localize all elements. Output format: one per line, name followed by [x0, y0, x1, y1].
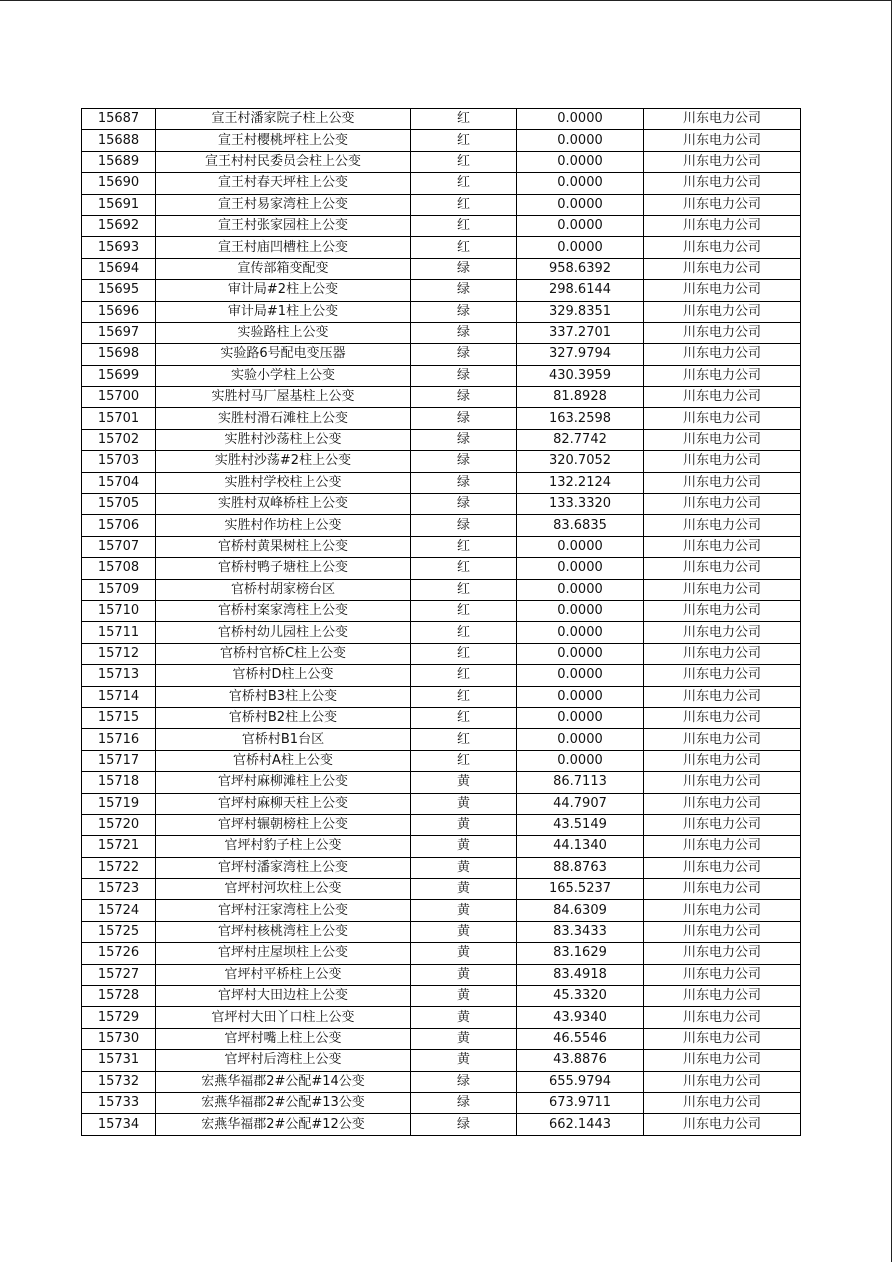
page-top-border — [0, 0, 892, 1]
row-id-cell: 15706 — [82, 515, 156, 536]
company-cell: 川东电力公司 — [644, 1071, 801, 1092]
value-cell: 320.7052 — [517, 451, 644, 472]
row-id-cell: 15712 — [82, 643, 156, 664]
row-id-cell: 15719 — [82, 793, 156, 814]
transformer-name-cell: 实胜村马厂屋基柱上公变 — [156, 387, 411, 408]
transformer-name-cell: 官桥村官桥C柱上公变 — [156, 643, 411, 664]
transformer-name-cell: 官坪村汪家湾柱上公变 — [156, 900, 411, 921]
row-id-cell: 15701 — [82, 408, 156, 429]
row-id-cell: 15690 — [82, 173, 156, 194]
company-cell: 川东电力公司 — [644, 194, 801, 215]
value-cell: 0.0000 — [517, 151, 644, 172]
company-cell: 川东电力公司 — [644, 921, 801, 942]
transformer-name-cell: 官桥村B1台区 — [156, 729, 411, 750]
value-cell: 0.0000 — [517, 686, 644, 707]
transformer-name-cell: 宣王村庙凹槽柱上公变 — [156, 237, 411, 258]
table-row — [82, 1071, 801, 1092]
table-row — [82, 194, 801, 215]
row-id-cell: 15704 — [82, 472, 156, 493]
transformer-name-cell: 审计局#2柱上公变 — [156, 280, 411, 301]
transformer-name-cell: 官坪村潘家湾柱上公变 — [156, 857, 411, 878]
status-color-cell: 红 — [411, 109, 517, 130]
transformer-name-cell: 实胜村学校柱上公变 — [156, 472, 411, 493]
company-cell: 川东电力公司 — [644, 280, 801, 301]
company-cell: 川东电力公司 — [644, 836, 801, 857]
value-cell: 88.8763 — [517, 857, 644, 878]
table-row — [82, 1092, 801, 1113]
company-cell: 川东电力公司 — [644, 1114, 801, 1135]
row-id-cell: 15713 — [82, 665, 156, 686]
transformer-name-cell: 实胜村双峰桥柱上公变 — [156, 494, 411, 515]
row-id-cell: 15688 — [82, 130, 156, 151]
company-cell: 川东电力公司 — [644, 130, 801, 151]
row-id-cell: 15703 — [82, 451, 156, 472]
status-color-cell: 红 — [411, 558, 517, 579]
row-id-cell: 15722 — [82, 857, 156, 878]
status-color-cell: 红 — [411, 194, 517, 215]
value-cell: 43.9340 — [517, 1007, 644, 1028]
value-cell: 82.7742 — [517, 429, 644, 450]
value-cell: 43.5149 — [517, 814, 644, 835]
status-color-cell: 黄 — [411, 900, 517, 921]
status-color-cell: 黄 — [411, 921, 517, 942]
row-id-cell: 15721 — [82, 836, 156, 857]
table-row — [82, 429, 801, 450]
row-id-cell: 15727 — [82, 964, 156, 985]
status-color-cell: 红 — [411, 600, 517, 621]
company-cell: 川东电力公司 — [644, 707, 801, 728]
value-cell: 83.3433 — [517, 921, 644, 942]
company-cell: 川东电力公司 — [644, 258, 801, 279]
table-row — [82, 109, 801, 130]
table-row — [82, 943, 801, 964]
table-row — [82, 643, 801, 664]
transformer-name-cell: 实胜村滑石滩柱上公变 — [156, 408, 411, 429]
status-color-cell: 绿 — [411, 301, 517, 322]
status-color-cell: 红 — [411, 707, 517, 728]
table-row — [82, 472, 801, 493]
row-id-cell: 15720 — [82, 814, 156, 835]
status-color-cell: 红 — [411, 579, 517, 600]
status-color-cell: 绿 — [411, 365, 517, 386]
company-cell: 川东电力公司 — [644, 729, 801, 750]
table-row — [82, 408, 801, 429]
company-cell: 川东电力公司 — [644, 686, 801, 707]
row-id-cell: 15693 — [82, 237, 156, 258]
transformer-name-cell: 宣王村易家湾柱上公变 — [156, 194, 411, 215]
row-id-cell: 15710 — [82, 600, 156, 621]
company-cell: 川东电力公司 — [644, 772, 801, 793]
table-row — [82, 301, 801, 322]
company-cell: 川东电力公司 — [644, 151, 801, 172]
transformer-name-cell: 宣王村村民委员会柱上公变 — [156, 151, 411, 172]
status-color-cell: 绿 — [411, 280, 517, 301]
company-cell: 川东电力公司 — [644, 1007, 801, 1028]
row-id-cell: 15729 — [82, 1007, 156, 1028]
transformer-name-cell: 官坪村庄屋坝柱上公变 — [156, 943, 411, 964]
value-cell: 0.0000 — [517, 750, 644, 771]
company-cell: 川东电力公司 — [644, 451, 801, 472]
transformer-name-cell: 官坪村核桃湾柱上公变 — [156, 921, 411, 942]
row-id-cell: 15700 — [82, 387, 156, 408]
row-id-cell: 15702 — [82, 429, 156, 450]
transformer-name-cell: 官桥村D柱上公变 — [156, 665, 411, 686]
value-cell: 0.0000 — [517, 665, 644, 686]
status-color-cell: 黄 — [411, 986, 517, 1007]
value-cell: 44.7907 — [517, 793, 644, 814]
transformer-name-cell: 官桥村鸭子塘柱上公变 — [156, 558, 411, 579]
status-color-cell: 黄 — [411, 772, 517, 793]
table-row — [82, 900, 801, 921]
status-color-cell: 绿 — [411, 515, 517, 536]
transformer-name-cell: 宣王村樱桃坪柱上公变 — [156, 130, 411, 151]
status-color-cell: 绿 — [411, 1071, 517, 1092]
value-cell: 0.0000 — [517, 130, 644, 151]
row-id-cell: 15698 — [82, 344, 156, 365]
value-cell: 0.0000 — [517, 194, 644, 215]
transformer-name-cell: 实胜村作坊柱上公变 — [156, 515, 411, 536]
company-cell: 川东电力公司 — [644, 964, 801, 985]
status-color-cell: 红 — [411, 665, 517, 686]
company-cell: 川东电力公司 — [644, 301, 801, 322]
company-cell: 川东电力公司 — [644, 558, 801, 579]
value-cell: 165.5237 — [517, 879, 644, 900]
status-color-cell: 绿 — [411, 387, 517, 408]
value-cell: 0.0000 — [517, 579, 644, 600]
transformer-name-cell: 审计局#1柱上公变 — [156, 301, 411, 322]
transformer-name-cell: 官坪村大田边柱上公变 — [156, 986, 411, 1007]
row-id-cell: 15692 — [82, 215, 156, 236]
status-color-cell: 黄 — [411, 964, 517, 985]
table-row — [82, 365, 801, 386]
value-cell: 329.8351 — [517, 301, 644, 322]
status-color-cell: 红 — [411, 686, 517, 707]
row-id-cell: 15696 — [82, 301, 156, 322]
table-row — [82, 622, 801, 643]
value-cell: 0.0000 — [517, 707, 644, 728]
table-row — [82, 215, 801, 236]
table-row — [82, 151, 801, 172]
status-color-cell: 红 — [411, 151, 517, 172]
table-row — [82, 1050, 801, 1071]
value-cell: 43.8876 — [517, 1050, 644, 1071]
value-cell: 0.0000 — [517, 558, 644, 579]
value-cell: 0.0000 — [517, 600, 644, 621]
status-color-cell: 红 — [411, 536, 517, 557]
status-color-cell: 绿 — [411, 472, 517, 493]
value-cell: 327.9794 — [517, 344, 644, 365]
transformer-name-cell: 官坪村麻柳滩柱上公变 — [156, 772, 411, 793]
status-color-cell: 黄 — [411, 793, 517, 814]
table-row — [82, 772, 801, 793]
value-cell: 81.8928 — [517, 387, 644, 408]
value-cell: 655.9794 — [517, 1071, 644, 1092]
table-row — [82, 836, 801, 857]
value-cell: 337.2701 — [517, 322, 644, 343]
transformer-name-cell: 宣传部箱变配变 — [156, 258, 411, 279]
transformer-name-cell: 实验路6号配电变压器 — [156, 344, 411, 365]
row-id-cell: 15716 — [82, 729, 156, 750]
table-row — [82, 173, 801, 194]
status-color-cell: 黄 — [411, 1007, 517, 1028]
table-row — [82, 130, 801, 151]
status-color-cell: 黄 — [411, 814, 517, 835]
row-id-cell: 15730 — [82, 1028, 156, 1049]
status-color-cell: 红 — [411, 643, 517, 664]
transformer-name-cell: 官坪村辗朝榜柱上公变 — [156, 814, 411, 835]
transformer-name-cell: 宏燕华福郡2#公配#14公变 — [156, 1071, 411, 1092]
transformer-name-cell: 官桥村胡家榜台区 — [156, 579, 411, 600]
table-row — [82, 237, 801, 258]
company-cell: 川东电力公司 — [644, 387, 801, 408]
table-row — [82, 921, 801, 942]
company-cell: 川东电力公司 — [644, 1028, 801, 1049]
status-color-cell: 绿 — [411, 494, 517, 515]
table-row — [82, 879, 801, 900]
transformer-name-cell: 实胜村沙荡柱上公变 — [156, 429, 411, 450]
table-row — [82, 750, 801, 771]
row-id-cell: 15689 — [82, 151, 156, 172]
table-row — [82, 579, 801, 600]
value-cell: 958.6392 — [517, 258, 644, 279]
status-color-cell: 红 — [411, 130, 517, 151]
status-color-cell: 红 — [411, 237, 517, 258]
row-id-cell: 15691 — [82, 194, 156, 215]
company-cell: 川东电力公司 — [644, 643, 801, 664]
transformer-name-cell: 宣王村春天坪柱上公变 — [156, 173, 411, 194]
value-cell: 46.5546 — [517, 1028, 644, 1049]
transformer-name-cell: 宏燕华福郡2#公配#12公变 — [156, 1114, 411, 1135]
table-row — [82, 729, 801, 750]
table-row — [82, 964, 801, 985]
row-id-cell: 15708 — [82, 558, 156, 579]
table-row — [82, 1028, 801, 1049]
transformer-name-cell: 实验路柱上公变 — [156, 322, 411, 343]
transformer-name-cell: 官桥村幼儿园柱上公变 — [156, 622, 411, 643]
transformer-name-cell: 官坪村嘴上柱上公变 — [156, 1028, 411, 1049]
row-id-cell: 15715 — [82, 707, 156, 728]
transformer-name-cell: 官桥村案家湾柱上公变 — [156, 600, 411, 621]
company-cell: 川东电力公司 — [644, 900, 801, 921]
table-row — [82, 686, 801, 707]
table-row — [82, 536, 801, 557]
status-color-cell: 绿 — [411, 322, 517, 343]
company-cell: 川东电力公司 — [644, 344, 801, 365]
company-cell: 川东电力公司 — [644, 600, 801, 621]
value-cell: 0.0000 — [517, 536, 644, 557]
status-color-cell: 黄 — [411, 1050, 517, 1071]
company-cell: 川东电力公司 — [644, 943, 801, 964]
status-color-cell: 红 — [411, 215, 517, 236]
value-cell: 0.0000 — [517, 215, 644, 236]
value-cell: 86.7113 — [517, 772, 644, 793]
value-cell: 0.0000 — [517, 643, 644, 664]
company-cell: 川东电力公司 — [644, 750, 801, 771]
value-cell: 44.1340 — [517, 836, 644, 857]
company-cell: 川东电力公司 — [644, 515, 801, 536]
company-cell: 川东电力公司 — [644, 472, 801, 493]
transformer-name-cell: 官桥村B2柱上公变 — [156, 707, 411, 728]
value-cell: 83.4918 — [517, 964, 644, 985]
company-cell: 川东电力公司 — [644, 579, 801, 600]
table-row — [82, 814, 801, 835]
table-row — [82, 494, 801, 515]
row-id-cell: 15687 — [82, 109, 156, 130]
table-row — [82, 1114, 801, 1135]
row-id-cell: 15714 — [82, 686, 156, 707]
row-id-cell: 15723 — [82, 879, 156, 900]
row-id-cell: 15711 — [82, 622, 156, 643]
row-id-cell: 15697 — [82, 322, 156, 343]
row-id-cell: 15699 — [82, 365, 156, 386]
transformer-name-cell: 官坪村豹子柱上公变 — [156, 836, 411, 857]
table-row — [82, 857, 801, 878]
status-color-cell: 绿 — [411, 429, 517, 450]
status-color-cell: 红 — [411, 750, 517, 771]
status-color-cell: 黄 — [411, 857, 517, 878]
transformer-name-cell: 宏燕华福郡2#公配#13公变 — [156, 1092, 411, 1113]
table-row — [82, 1007, 801, 1028]
value-cell: 662.1443 — [517, 1114, 644, 1135]
value-cell: 0.0000 — [517, 109, 644, 130]
company-cell: 川东电力公司 — [644, 173, 801, 194]
row-id-cell: 15728 — [82, 986, 156, 1007]
value-cell: 133.3320 — [517, 494, 644, 515]
row-id-cell: 15718 — [82, 772, 156, 793]
transformer-name-cell: 实胜村沙荡#2柱上公变 — [156, 451, 411, 472]
row-id-cell: 15734 — [82, 1114, 156, 1135]
value-cell: 430.3959 — [517, 365, 644, 386]
table-row — [82, 558, 801, 579]
table-row — [82, 600, 801, 621]
value-cell: 45.3320 — [517, 986, 644, 1007]
row-id-cell: 15695 — [82, 280, 156, 301]
value-cell: 83.6835 — [517, 515, 644, 536]
row-id-cell: 15694 — [82, 258, 156, 279]
transformer-name-cell: 官桥村A柱上公变 — [156, 750, 411, 771]
value-cell: 0.0000 — [517, 237, 644, 258]
company-cell: 川东电力公司 — [644, 365, 801, 386]
status-color-cell: 绿 — [411, 344, 517, 365]
transformer-name-cell: 实验小学柱上公变 — [156, 365, 411, 386]
table-row — [82, 344, 801, 365]
company-cell: 川东电力公司 — [644, 622, 801, 643]
company-cell: 川东电力公司 — [644, 408, 801, 429]
transformer-name-cell: 宣王村潘家院子柱上公变 — [156, 109, 411, 130]
transformer-name-cell: 宣王村张家园柱上公变 — [156, 215, 411, 236]
status-color-cell: 红 — [411, 729, 517, 750]
row-id-cell: 15725 — [82, 921, 156, 942]
transformer-name-cell: 官坪村河坎柱上公变 — [156, 879, 411, 900]
status-color-cell: 红 — [411, 173, 517, 194]
status-color-cell: 绿 — [411, 1092, 517, 1113]
status-color-cell: 绿 — [411, 451, 517, 472]
table-row — [82, 322, 801, 343]
value-cell: 0.0000 — [517, 173, 644, 194]
company-cell: 川东电力公司 — [644, 536, 801, 557]
status-color-cell: 绿 — [411, 408, 517, 429]
company-cell: 川东电力公司 — [644, 322, 801, 343]
status-color-cell: 红 — [411, 622, 517, 643]
company-cell: 川东电力公司 — [644, 1050, 801, 1071]
company-cell: 川东电力公司 — [644, 215, 801, 236]
transformer-name-cell: 官坪村大田丫口柱上公变 — [156, 1007, 411, 1028]
row-id-cell: 15724 — [82, 900, 156, 921]
row-id-cell: 15705 — [82, 494, 156, 515]
table-row — [82, 387, 801, 408]
row-id-cell: 15731 — [82, 1050, 156, 1071]
row-id-cell: 15733 — [82, 1092, 156, 1113]
company-cell: 川东电力公司 — [644, 857, 801, 878]
table-row — [82, 707, 801, 728]
company-cell: 川东电力公司 — [644, 879, 801, 900]
row-id-cell: 15726 — [82, 943, 156, 964]
value-cell: 83.1629 — [517, 943, 644, 964]
value-cell: 163.2598 — [517, 408, 644, 429]
value-cell: 0.0000 — [517, 729, 644, 750]
table-row — [82, 515, 801, 536]
company-cell: 川东电力公司 — [644, 494, 801, 515]
company-cell: 川东电力公司 — [644, 986, 801, 1007]
company-cell: 川东电力公司 — [644, 1092, 801, 1113]
value-cell: 132.2124 — [517, 472, 644, 493]
status-color-cell: 黄 — [411, 879, 517, 900]
table-row — [82, 451, 801, 472]
status-color-cell: 绿 — [411, 258, 517, 279]
company-cell: 川东电力公司 — [644, 793, 801, 814]
row-id-cell: 15732 — [82, 1071, 156, 1092]
company-cell: 川东电力公司 — [644, 814, 801, 835]
transformer-data-table — [81, 108, 801, 1136]
table-row — [82, 258, 801, 279]
company-cell: 川东电力公司 — [644, 109, 801, 130]
status-color-cell: 黄 — [411, 836, 517, 857]
value-cell: 0.0000 — [517, 622, 644, 643]
table-row — [82, 986, 801, 1007]
row-id-cell: 15709 — [82, 579, 156, 600]
status-color-cell: 黄 — [411, 1028, 517, 1049]
value-cell: 673.9711 — [517, 1092, 644, 1113]
company-cell: 川东电力公司 — [644, 237, 801, 258]
transformer-name-cell: 官桥村黄果树柱上公变 — [156, 536, 411, 557]
company-cell: 川东电力公司 — [644, 665, 801, 686]
row-id-cell: 15717 — [82, 750, 156, 771]
table-row — [82, 793, 801, 814]
row-id-cell: 15707 — [82, 536, 156, 557]
value-cell: 298.6144 — [517, 280, 644, 301]
table-row — [82, 280, 801, 301]
company-cell: 川东电力公司 — [644, 429, 801, 450]
table-row — [82, 665, 801, 686]
value-cell: 84.6309 — [517, 900, 644, 921]
status-color-cell: 绿 — [411, 1114, 517, 1135]
table-body — [82, 109, 801, 1136]
transformer-name-cell: 官坪村麻柳天柱上公变 — [156, 793, 411, 814]
status-color-cell: 黄 — [411, 943, 517, 964]
transformer-name-cell: 官坪村平桥柱上公变 — [156, 964, 411, 985]
transformer-name-cell: 官桥村B3柱上公变 — [156, 686, 411, 707]
transformer-name-cell: 官坪村后湾柱上公变 — [156, 1050, 411, 1071]
